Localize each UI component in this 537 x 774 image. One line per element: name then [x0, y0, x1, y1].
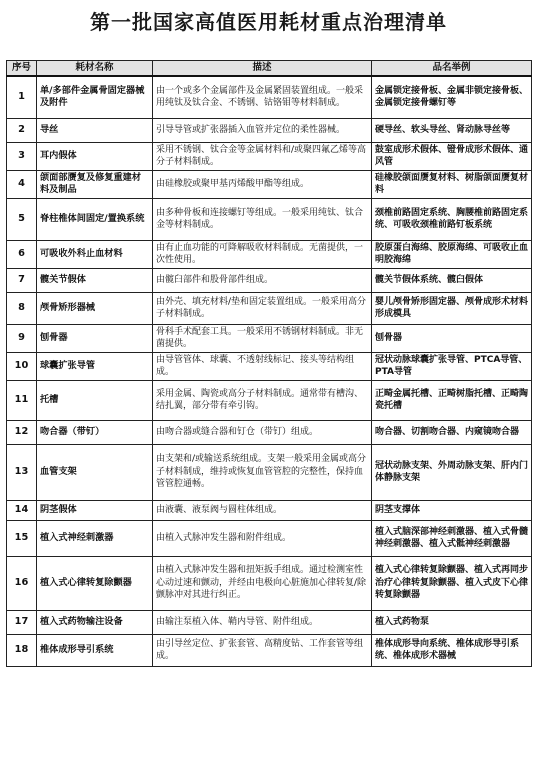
row-description: 由一个或多个金属部件及金属紧固装置组成。一般采用纯钛及钛合金、不锈钢、钴铬钼等材料制成。 — [153, 76, 372, 118]
table-header-row — [7, 61, 532, 77]
row-number: 4 — [7, 170, 37, 198]
table-row — [7, 118, 532, 142]
row-description: 由支架和/或输送系统组成。支架一般采用金属或高分子材料制成，维持或恢复血管管腔的完整性，保持血管管腔通畅。 — [153, 444, 372, 500]
header-name: 耗材名称 — [37, 61, 153, 77]
row-number: 5 — [7, 198, 37, 240]
row-examples: 硬导丝、软头导丝、肾动脉导丝等 — [372, 118, 532, 142]
row-name: 植入式心律转复除颤器 — [37, 556, 153, 610]
table-row — [7, 76, 532, 118]
row-description: 由多种骨板和连接螺钉等组成。一般采用纯钛、钛合金等材料制成。 — [153, 198, 372, 240]
row-number: 16 — [7, 556, 37, 610]
table-row — [7, 198, 532, 240]
row-examples: 硅橡胶颌面赝复材料、树脂颌面赝复材料 — [372, 170, 532, 198]
row-name: 耳内假体 — [37, 142, 153, 170]
table-row — [7, 142, 532, 170]
row-description: 由髋臼部件和股骨部件组成。 — [153, 268, 372, 292]
row-description: 由液囊、液泵阀与圆柱体组成。 — [153, 500, 372, 520]
row-description: 采用不锈钢、钛合金等金属材料和/或聚四氟乙烯等高分子材料制成。 — [153, 142, 372, 170]
row-number: 7 — [7, 268, 37, 292]
header-description: 描述 — [153, 61, 372, 77]
row-name: 植入式药物输注设备 — [37, 610, 153, 634]
row-number: 8 — [7, 292, 37, 324]
row-examples: 鼓室成形术假体、镫骨成形术假体、通风管 — [372, 142, 532, 170]
row-description: 由植入式脉冲发生器和附件组成。 — [153, 520, 372, 556]
row-examples: 吻合器、切割吻合器、内窥镜吻合器 — [372, 420, 532, 444]
row-name: 血管支架 — [37, 444, 153, 500]
row-number: 15 — [7, 520, 37, 556]
row-name: 脊柱椎体间固定/置换系统 — [37, 198, 153, 240]
row-name: 球囊扩张导管 — [37, 352, 153, 380]
row-examples: 冠状动脉支架、外周动脉支架、肝内门体静脉支架 — [372, 444, 532, 500]
table-row — [7, 170, 532, 198]
table-row — [7, 268, 532, 292]
row-number: 6 — [7, 240, 37, 268]
row-examples: 冠状动脉球囊扩张导管、PTCA导管、PTA导管 — [372, 352, 532, 380]
row-examples: 植入式脑深部神经刺激器、植入式骨髓神经刺激器、植入式骶神经刺激器 — [372, 520, 532, 556]
row-description: 由引导丝定位、扩张套管、高精度钻、工作套管等组成。 — [153, 634, 372, 666]
table-row — [7, 380, 532, 420]
row-name: 吻合器（带钉） — [37, 420, 153, 444]
table-row — [7, 610, 532, 634]
row-examples: 椎体成形导向系统、椎体成形导引系统、椎体成形术器械 — [372, 634, 532, 666]
table-row — [7, 500, 532, 520]
row-number: 14 — [7, 500, 37, 520]
row-examples: 婴儿颅骨矫形固定器、颅骨成形术材料形成模具 — [372, 292, 532, 324]
row-number: 9 — [7, 324, 37, 352]
row-examples: 金属锁定接骨板、金属非锁定接骨板、金属锁定接骨螺钉等 — [372, 76, 532, 118]
row-description: 由导管管体、球囊、不透射线标记、接头等结构组成。 — [153, 352, 372, 380]
row-examples: 植入式心律转复除颤器、植入式再同步治疗心律转复除颤器、植入式皮下心律转复除颤器 — [372, 556, 532, 610]
row-name: 颌面部赝复及修复重建材料及制品 — [37, 170, 153, 198]
row-description: 骨科手术配套工具。一般采用不锈钢材料制成。非无菌提供。 — [153, 324, 372, 352]
table-row — [7, 556, 532, 610]
row-number: 10 — [7, 352, 37, 380]
row-number: 12 — [7, 420, 37, 444]
row-name: 托槽 — [37, 380, 153, 420]
row-name: 可吸收外科止血材料 — [37, 240, 153, 268]
row-examples: 植入式药物泵 — [372, 610, 532, 634]
row-number: 13 — [7, 444, 37, 500]
table-row — [7, 420, 532, 444]
row-name: 单/多部件金属骨固定器械及附件 — [37, 76, 153, 118]
row-description: 由植入式脉冲发生器和扭矩扳手组成。通过检测室性心动过速和颤动，并经由电极向心脏施加心律转复/除颤脉冲对其进行纠正。 — [153, 556, 372, 610]
row-description: 由外壳、填充材料/垫和固定装置组成。一般采用高分子材料制成。 — [153, 292, 372, 324]
row-description: 引导导管或扩张器插入血管并定位的柔性器械。 — [153, 118, 372, 142]
row-name: 植入式神经刺激器 — [37, 520, 153, 556]
page-title: 第一批国家高值医用耗材重点治理清单 — [90, 10, 447, 34]
table-row — [7, 634, 532, 666]
table-row — [7, 444, 532, 500]
table-row — [7, 292, 532, 324]
row-name: 颅骨矫形器械 — [37, 292, 153, 324]
row-description: 由硅橡胶或聚甲基丙烯酸甲酯等组成。 — [153, 170, 372, 198]
row-name: 椎体成形导引系统 — [37, 634, 153, 666]
row-description: 由输注泵植入体、鞘内导管、附件组成。 — [153, 610, 372, 634]
row-name: 导丝 — [37, 118, 153, 142]
row-number: 11 — [7, 380, 37, 420]
table-row — [7, 324, 532, 352]
table-row — [7, 240, 532, 268]
row-examples: 胶原蛋白海绵、胶原海绵、可吸收止血明胶海绵 — [372, 240, 532, 268]
consumables-table — [6, 60, 532, 667]
row-number: 1 — [7, 76, 37, 118]
row-description: 采用金属、陶瓷或高分子材料制成。通常带有槽沟、结扎翼，部分带有牵引钩。 — [153, 380, 372, 420]
row-name: 髋关节假体 — [37, 268, 153, 292]
table-row — [7, 520, 532, 556]
row-examples: 阴茎支撑体 — [372, 500, 532, 520]
table-body — [7, 76, 532, 666]
row-examples: 正畸金属托槽、正畸树脂托槽、正畸陶瓷托槽 — [372, 380, 532, 420]
row-examples: 颈椎前路固定系统、胸腰椎前路固定系统、可吸收颈椎前路钉板系统 — [372, 198, 532, 240]
row-number: 18 — [7, 634, 37, 666]
row-name: 刨骨器 — [37, 324, 153, 352]
row-number: 2 — [7, 118, 37, 142]
table-row — [7, 352, 532, 380]
row-examples: 刨骨器 — [372, 324, 532, 352]
header-number: 序号 — [7, 61, 37, 77]
row-number: 17 — [7, 610, 37, 634]
row-name: 阴茎假体 — [37, 500, 153, 520]
row-number: 3 — [7, 142, 37, 170]
row-examples: 髋关节假体系统、髋臼假体 — [372, 268, 532, 292]
header-examples: 品名举例 — [372, 61, 532, 77]
row-description: 由有止血功能的可降解吸收材料制成。无菌提供，一次性使用。 — [153, 240, 372, 268]
row-description: 由吻合器或缝合器和钉仓（带钉）组成。 — [153, 420, 372, 444]
